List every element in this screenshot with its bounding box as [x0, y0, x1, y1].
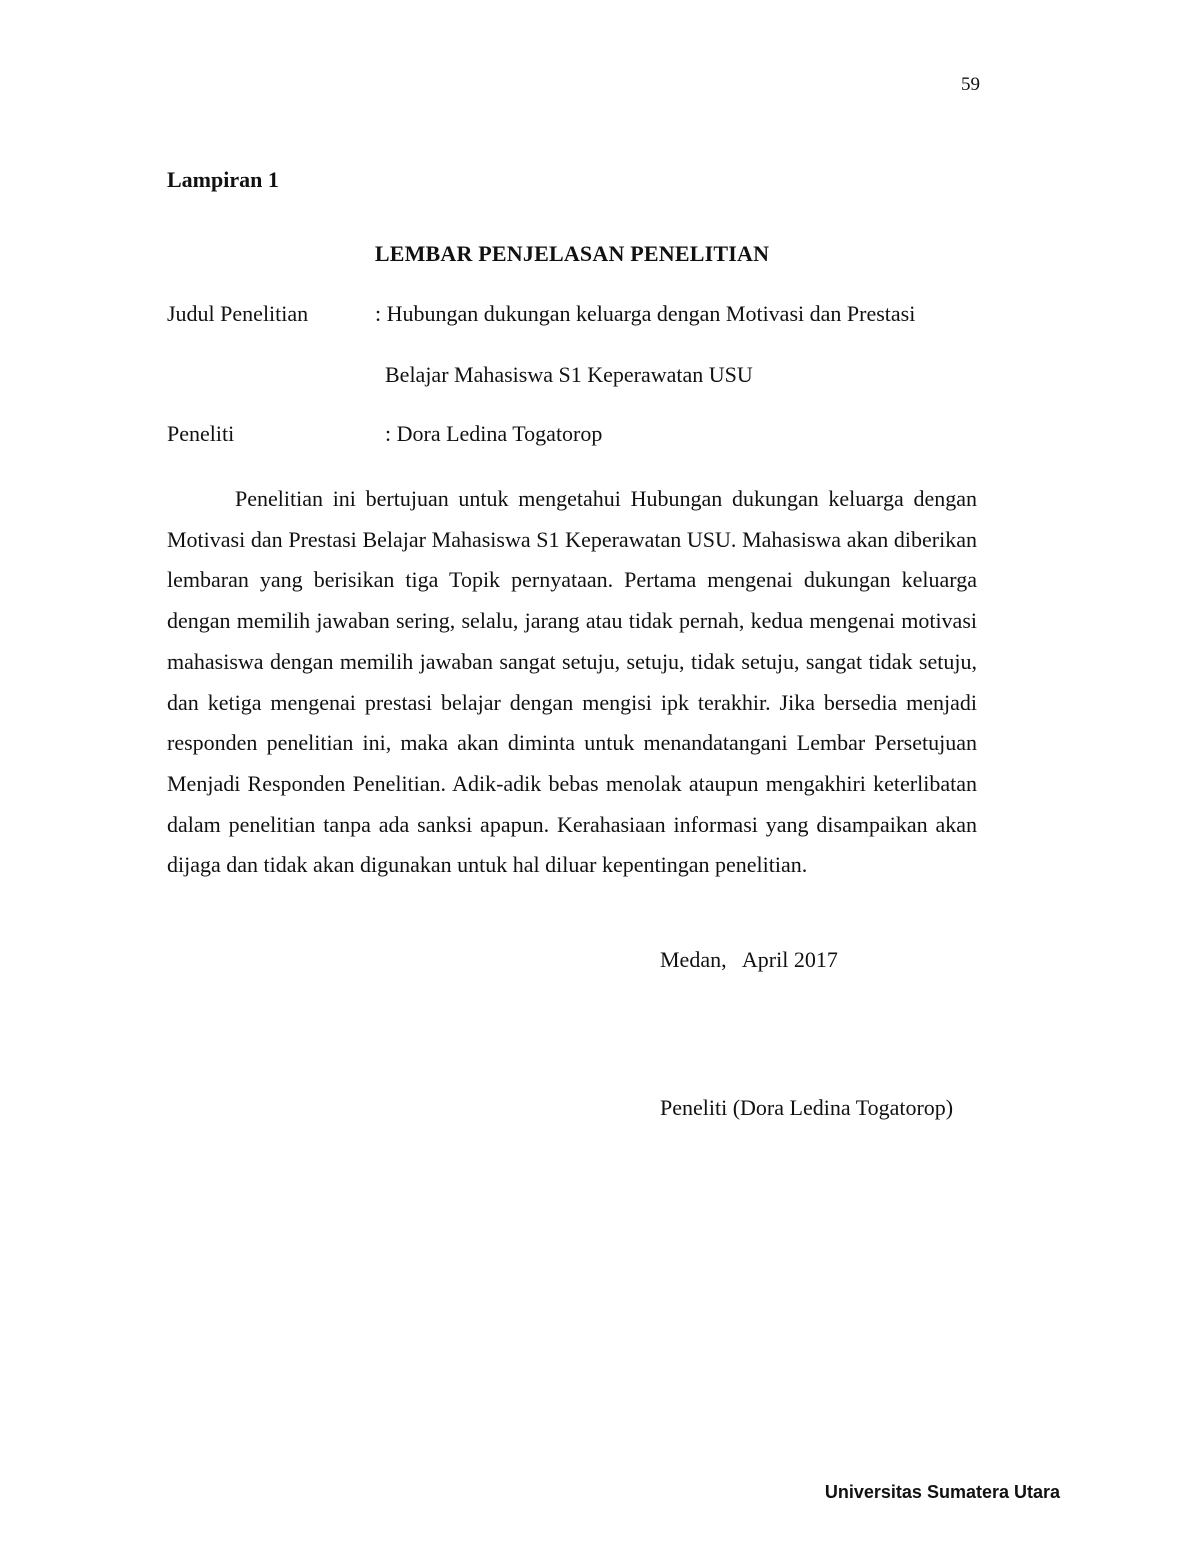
researcher-value: : Dora Ledina Togatorop [385, 421, 603, 446]
signature-line: Peneliti (Dora Ledina Togatorop) [660, 1095, 954, 1120]
page-number: 59 [961, 74, 980, 95]
research-title-label: Judul Penelitian [167, 301, 309, 326]
appendix-label: Lampiran 1 [167, 167, 279, 192]
footer-university: Universitas Sumatera Utara [824, 1482, 1060, 1502]
body-paragraph: Penelitian ini bertujuan untuk mengetahui Hubungan dukungan keluarga dengan Motivasi dan Prestasi Belajar Mahasiswa S1 Keperawatan USU. Mahasiswa akan diberikan lembaran yang berisikan tiga Topik pernyataan. Pertama mengenai dukungan keluarga dengan memilih jawaban sering, selalu, jarang atau tidak pernah, kedua mengenai motivasi mahasiswa dengan memilih jawaban sangat setuju, setuju, tidak setuju, sangat tidak setuju, dan ketiga mengenai prestasi belajar dengan mengisi ipk terakhir. Jika bersedia menjadi responden penelitian ini, maka akan diminta untuk menandatangani Lembar Persetujuan Menjadi Responden Penelitian. Adik-adik bebas menolak ataupun mengakhiri keterlibatan dalam penelitian tanpa ada sanksi apapun. Kerahasiaan informasi yang disampaikan akan dijaga dan tidak akan digunakan untuk hal diluar kepentingan penelitian. [167, 486, 977, 878]
place-date: Medan, April 2017 [660, 947, 838, 972]
research-title-value-line2: Belajar Mahasiswa S1 Keperawatan USU [385, 362, 753, 387]
document-title: LEMBAR PENJELASAN PENELITIAN [374, 241, 770, 266]
researcher-label: Peneliti [167, 421, 235, 446]
research-title-value-line1: : Hubungan dukungan keluarga dengan Motivasi dan Prestasi [375, 301, 916, 326]
